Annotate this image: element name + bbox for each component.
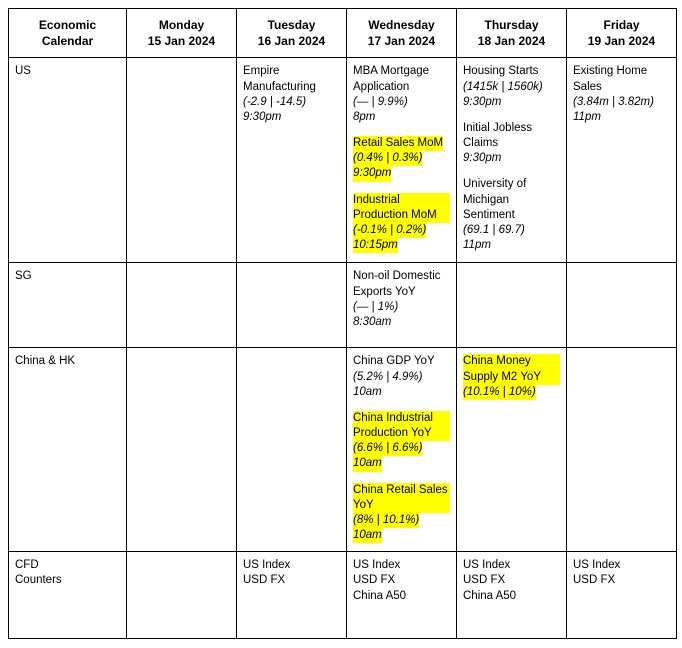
event-values: (5.2% | 4.9%) [353,370,423,383]
table-row-china-hk [9,348,677,552]
header-day-date: 15 Jan 2024 [147,34,216,49]
event-values: (— | 1%) [353,300,399,313]
header-monday [127,9,237,58]
cfd-counter-item: US Index [573,559,621,572]
header-day-date: 16 Jan 2024 [257,34,326,49]
calendar-event [573,64,670,125]
cell-cn-monday [127,348,237,552]
cfd-counter-item: China A50 [353,589,407,602]
cfd-counter-item: USD FX [573,574,616,587]
header-wednesday [347,9,457,58]
calendar-event [353,136,450,182]
event-time: 9:30pm [463,95,502,108]
calendar-event [463,177,560,253]
event-name: Housing Starts [463,65,539,78]
cell-us-thursday [457,58,567,263]
header-corner-cell [9,9,127,58]
cfd-counter-item: China A50 [463,589,517,602]
table-row-sg [9,263,677,348]
cfd-counter-item: USD FX [243,574,286,587]
event-time: 9:30pm [243,110,282,123]
header-thursday [457,9,567,58]
event-values: (— | 9.9%) [353,95,408,108]
region-label-line-2: Counters [15,574,62,587]
cell-us-friday [567,58,677,263]
region-label: China & HK [15,355,76,368]
table-row-cfd-counters [9,552,677,639]
event-values: (69.1 | 69.7) [463,223,525,236]
header-day-name: Tuesday [267,18,316,32]
region-label-line-1: CFD [15,559,39,572]
event-name: China GDP YoY [353,355,435,368]
event-values: (1415k | 1560k) [463,80,543,93]
cfd-counter-item: US Index [243,559,291,572]
event-name: Existing Home Sales [573,65,648,93]
event-name: Initial Jobless Claims [463,121,533,150]
row-label-sg [9,263,127,348]
row-label-china-hk [9,348,127,552]
region-label: SG [15,270,32,283]
event-time: 10:15pm [353,238,398,253]
calendar-event [243,64,340,125]
header-day-date: 17 Jan 2024 [367,34,436,49]
event-time: 9:30pm [463,152,502,165]
event-name: China Industrial Production YoY [353,411,450,441]
economic-calendar-table [8,8,677,639]
header-day-name: Thursday [484,18,539,32]
cell-cfd-wednesday [347,552,457,639]
event-values: (-2.9 | -14.5) [243,95,307,108]
header-day-name: Friday [603,18,640,32]
cell-sg-thursday [457,263,567,348]
calendar-event [463,64,560,110]
cell-us-tuesday [237,58,347,263]
cell-cfd-friday [567,552,677,639]
calendar-event [353,269,450,330]
cell-sg-tuesday [237,263,347,348]
cfd-counter-item: USD FX [353,574,396,587]
event-name: Retail Sales MoM [353,136,443,151]
event-time: 9:30pm [353,166,391,181]
event-values: (8% | 10.1%) [353,513,419,528]
event-name: Industrial Production MoM [353,193,450,223]
event-values: (0.4% | 0.3%) [353,151,422,166]
calendar-event [463,354,560,400]
event-values: (-0.1% | 0.2%) [353,223,426,238]
calendar-event [353,354,450,400]
table-header-row [9,9,677,58]
event-time: 8:30am [353,315,392,328]
cell-us-wednesday [347,58,457,263]
cell-cfd-monday [127,552,237,639]
cell-us-monday [127,58,237,263]
event-name: China Money Supply M2 YoY [463,354,560,384]
cell-sg-wednesday [347,263,457,348]
event-time: 8pm [353,110,376,123]
event-time: 10am [353,528,382,543]
event-time: 10am [353,385,382,398]
calendar-event [353,483,450,544]
header-friday [567,9,677,58]
event-time: 10am [353,456,382,471]
calendar-event [353,411,450,472]
header-day-name: Monday [158,18,205,32]
cfd-counter-item: USD FX [463,574,506,587]
cell-cfd-tuesday [237,552,347,639]
event-values: (10.1% | 10%) [463,385,536,400]
cfd-counter-item: US Index [463,559,511,572]
calendar-event [463,121,560,167]
region-label: US [15,65,31,78]
corner-line-2: Calendar [41,34,94,49]
event-time: 11pm [573,110,601,123]
header-day-name: Wednesday [368,18,435,32]
header-day-date: 18 Jan 2024 [477,34,546,49]
corner-line-1: Economic [38,18,97,32]
event-values: (3.84m | 3.82m) [573,95,654,108]
cell-cfd-thursday [457,552,567,639]
calendar-event [353,193,450,254]
cfd-counter-item: US Index [353,559,401,572]
event-name: University of Michigan Sentiment [463,178,527,221]
event-name: China Retail Sales YoY [353,483,450,513]
event-name: MBA Mortgage Application [353,65,430,93]
cell-cn-tuesday [237,348,347,552]
header-day-date: 19 Jan 2024 [587,34,656,49]
cell-sg-monday [127,263,237,348]
header-tuesday [237,9,347,58]
row-label-cfd-counters [9,552,127,639]
event-name: Non-oil Domestic Exports YoY [353,270,441,298]
event-name: Empire Manufacturing [243,65,316,93]
cell-sg-friday [567,263,677,348]
calendar-event [353,64,450,125]
cell-cn-wednesday [347,348,457,552]
row-label-us [9,58,127,263]
cell-cn-thursday [457,348,567,552]
event-time: 11pm [463,239,491,252]
table-row-us [9,58,677,263]
event-values: (6.6% | 6.6%) [353,441,422,456]
cell-cn-friday [567,348,677,552]
